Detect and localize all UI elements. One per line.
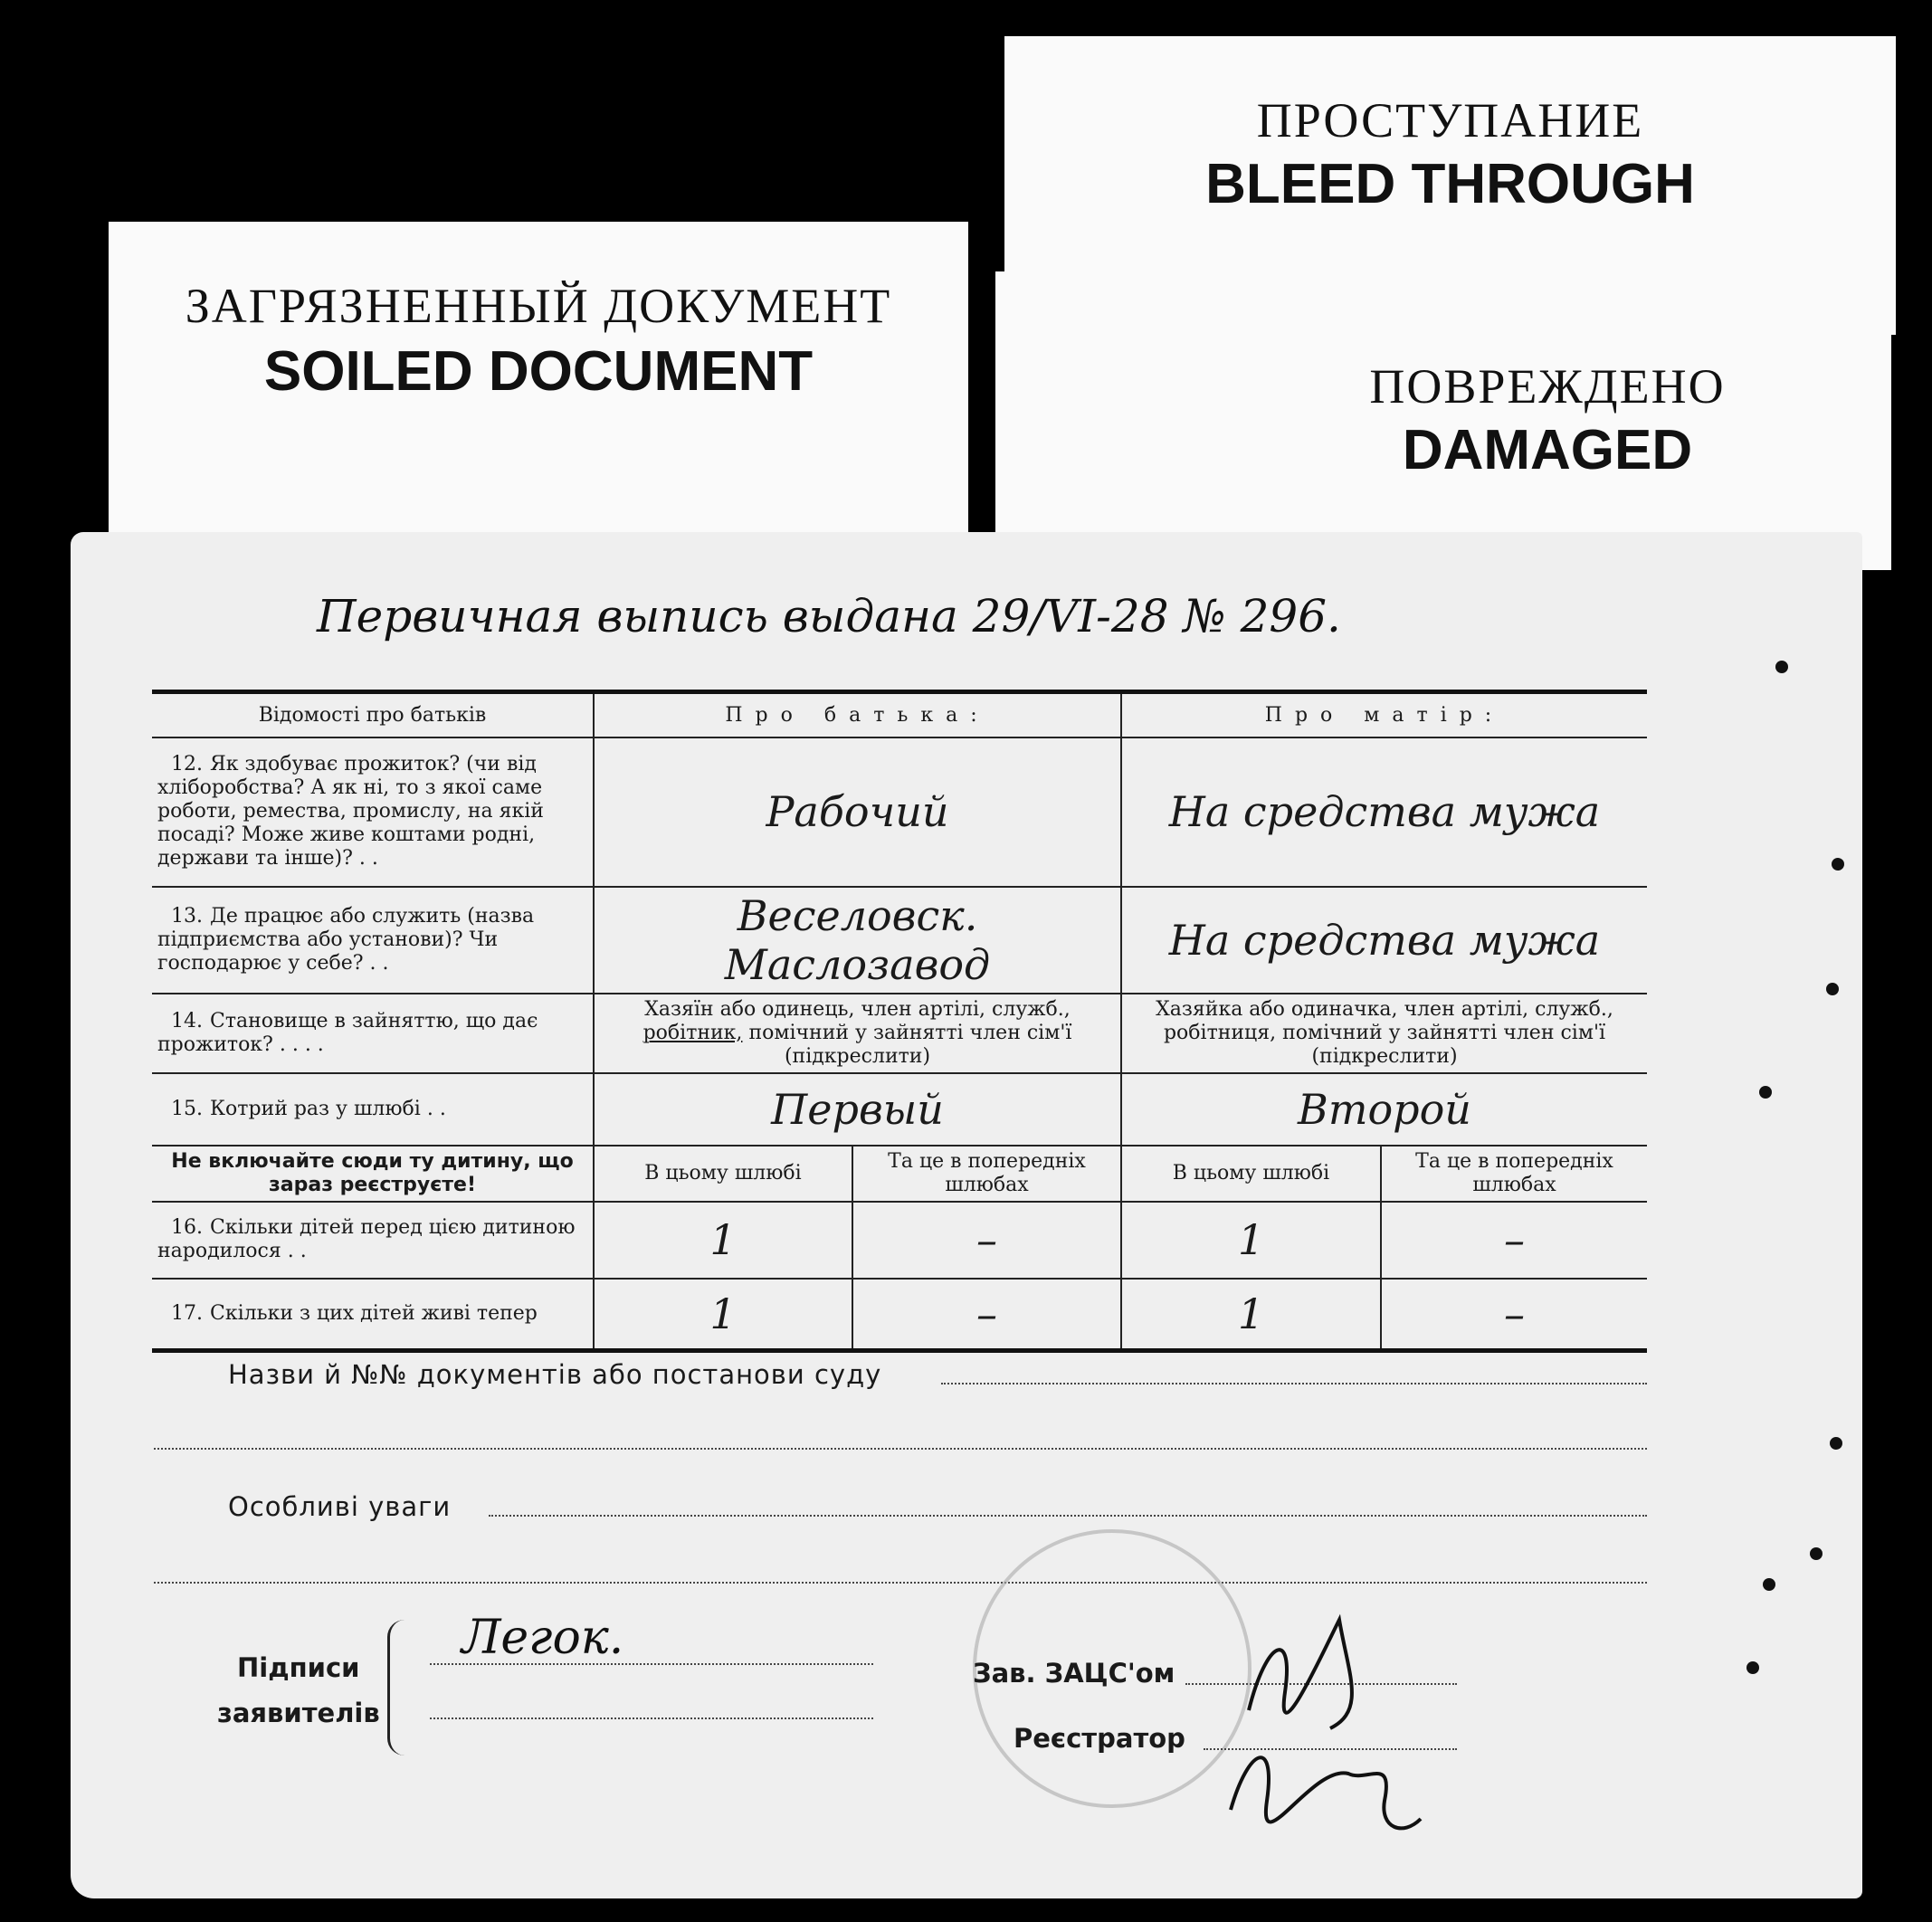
question-12: 12. Як здобуває прожиток? (чи від хліборобства? А як ні, то з якої саме роботи, ремества, промислу, на якій посаді? Може живе коштами родні, держави та інше)? . . xyxy=(152,737,594,887)
children-warning: Не включайте сюди ту дитину, що зараз реєструєте! xyxy=(152,1146,594,1202)
documents-line-2 xyxy=(154,1448,1647,1450)
father-livelihood: Рабочий xyxy=(594,737,1121,887)
handwritten-top-note: Первичная выпись выдана 29/VI-28 № 296. xyxy=(317,590,1341,642)
mother-marriage-count: Второй xyxy=(1121,1073,1647,1146)
father-prev-marriages-header: Та це в попередніх шлюбах xyxy=(852,1146,1121,1202)
question-13: 13. Де працює або служить (назва підприємства або установи)? Чи господарює у себе? . . xyxy=(152,887,594,994)
binding-hole xyxy=(1759,1086,1772,1099)
father-this-marriage-header: В цьому шлюбі xyxy=(594,1146,852,1202)
damaged-label-ru: ПОВРЕЖДЕНО xyxy=(1369,359,1726,414)
father-children-prev: – xyxy=(852,1202,1121,1279)
question-16: 16. Скільки дітей перед цією дитиною народилося . . xyxy=(152,1202,594,1279)
documents-line xyxy=(941,1383,1647,1384)
documents-label: Назви й №№ документів або постанови суду xyxy=(228,1359,882,1390)
registrar-signature-scribble xyxy=(1213,1602,1484,1855)
binding-hole xyxy=(1746,1661,1759,1674)
mother-livelihood: На средства мужа xyxy=(1121,737,1647,887)
question-17: 17. Скільки з цих дітей живі тепер xyxy=(152,1279,594,1351)
question-14: 14. Становище в зайняттю, що дає прожиток? . . . . xyxy=(152,994,594,1073)
applicant-signature: Легок. xyxy=(462,1611,624,1665)
bleed-label-ru: ПРОСТУПАНИЕ xyxy=(1256,93,1644,147)
binding-hole xyxy=(1810,1547,1823,1560)
mother-children-prev: – xyxy=(1381,1202,1647,1279)
father-marriage-count: Первый xyxy=(594,1073,1121,1146)
applicants-label: заявителів xyxy=(217,1698,380,1728)
mother-workplace: На средства мужа xyxy=(1121,887,1647,994)
soiled-label-en: SOILED DOCUMENT xyxy=(263,340,814,403)
mother-children-this: 1 xyxy=(1121,1202,1381,1279)
father-children-alive-prev: – xyxy=(852,1279,1121,1351)
damaged-label-en: DAMAGED xyxy=(1402,419,1693,481)
father-children-alive-this: 1 xyxy=(594,1279,852,1351)
binding-hole xyxy=(1832,858,1844,871)
father-children-this: 1 xyxy=(594,1202,852,1279)
binding-hole xyxy=(1775,661,1788,673)
mother-this-marriage-header: В цьому шлюбі xyxy=(1121,1146,1381,1202)
registrar-label: Реєстратор xyxy=(1014,1723,1185,1754)
mother-children-alive-this: 1 xyxy=(1121,1279,1381,1351)
binding-hole xyxy=(1826,983,1839,995)
father-workplace: Веселовск. Маслозавод xyxy=(594,887,1121,994)
header-parents-info: Відомості про батьків xyxy=(152,692,594,737)
soiled-label-ru: ЗАГРЯЗНЕННЫЙ ДОКУМЕНТ xyxy=(185,279,892,333)
applicant-signature-line-2 xyxy=(430,1717,873,1719)
header-mother: Про матір: xyxy=(1121,692,1647,737)
notes-line-2 xyxy=(154,1582,1647,1584)
notes-line xyxy=(489,1515,1647,1517)
header-father: Про батька: xyxy=(594,692,1121,737)
soiled-document-label xyxy=(109,222,968,566)
applicant-signature-line xyxy=(430,1663,873,1665)
signatures-label: Підписи xyxy=(237,1652,360,1683)
signature-brace xyxy=(387,1620,404,1755)
notes-label: Особливі уваги xyxy=(228,1491,452,1522)
damaged-label xyxy=(995,271,1891,570)
parents-info-table xyxy=(152,690,1647,1353)
binding-hole xyxy=(1763,1578,1775,1591)
binding-hole xyxy=(1830,1437,1842,1450)
father-status-underlined: робітник, xyxy=(642,1021,743,1044)
mother-prev-marriages-header: Та це в попередніх шлюбах xyxy=(1381,1146,1647,1202)
head-of-office-label: Зав. ЗАЦС'ом xyxy=(973,1658,1175,1689)
father-employment-status: Хазяїн або одинець, член артілі, служб., робітник, помічний у зайнятті член сім'ї (підкреслити) xyxy=(594,994,1121,1073)
mother-employment-status: Хазяйка або одиначка, член артілі, служб., робітниця, помічний у зайнятті член сім'ї (підкреслити) xyxy=(1121,994,1647,1073)
mother-children-alive-prev: – xyxy=(1381,1279,1647,1351)
bleed-label-en: BLEED THROUGH xyxy=(1205,153,1695,215)
question-15: 15. Котрий раз у шлюбі . . xyxy=(152,1073,594,1146)
